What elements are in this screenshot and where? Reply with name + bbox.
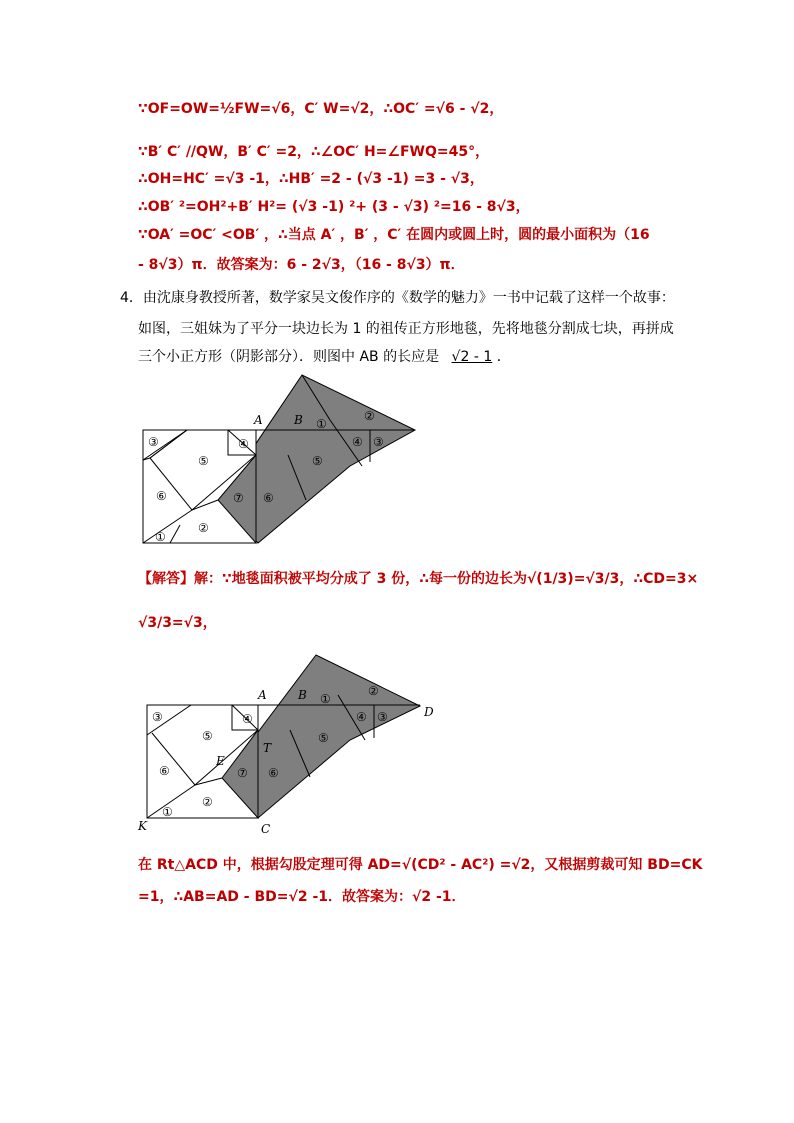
piece-3-label: ③ [148,435,159,449]
answer-tag: 【解答】 [138,571,194,587]
solution-line-5: ∵OA′ =OC′ <OB′ ，∴当点 A′ ，B′ ，C′ 在圆内或圆上时，圆的最小面积为（16 [138,227,650,243]
figure2-label-D: D [424,705,434,719]
figure2-label-B: B [298,688,307,702]
fig2-strip-piece-1: ① [320,692,331,706]
figure1-label-B: B [294,413,303,427]
piece-7-label: ⑦ [233,491,244,505]
fig2-piece-7: ⑦ [237,766,248,780]
fig2-strip-piece-4: ④ [356,710,367,724]
answer4-line-1-text: 解：∵地毯面积被平均分成了 3 份，∴每一份的边长为√(1/3)=√3/3，∴CD=3× [194,571,699,587]
strip-piece-6-label: ⑥ [263,491,274,505]
figure1-label-A: A [254,413,263,427]
problem4-line-2: 如图，三姐妹为了平分一块边长为 1 的祖传正方形地毯，先将地毯分割成七块，再拼成 [138,321,674,337]
figure2-label-K: K [138,819,147,833]
strip-piece-3-label: ③ [373,435,384,449]
piece-4-label: ④ [238,437,249,451]
strip-piece-1-label: ① [316,417,327,431]
solution-line-2: ∵B′ C′ //QW，B′ C′ =2，∴∠OC′ H=∠FWQ=45°， [138,144,490,160]
fig2-strip-piece-3: ③ [377,710,388,724]
answer4-line-2: √3/3=√3， [138,615,217,631]
piece-5-label: ⑤ [198,454,209,468]
figure2-label-E: E [216,754,225,768]
fig2-piece-5: ⑤ [202,729,213,743]
solution-line-1: ∵OF=OW=½FW=√6，C′ W=√2，∴OC′ =√6 - √2， [138,101,504,117]
piece-1-label: ① [155,530,166,544]
problem4-answer-blank: √2 - 1 [451,349,493,365]
fig2-strip-piece-6: ⑥ [268,766,279,780]
carpet-figure-1 [130,370,430,550]
problem4-line-3 [138,348,511,366]
carpet-figure-2 [130,650,440,840]
piece-2-label: ② [198,521,209,535]
solution-line-3: ∴OH=HC′ =√3 -1，∴HB′ =2 - (√3 -1) =3 - √3， [138,171,484,187]
answer4-line-4: =1，∴AB=AD - BD=√2 -1．故答案为：√2 -1． [138,889,466,905]
strip-piece-5-label: ⑤ [312,454,323,468]
problem4-line-1: 4．由沈康身教授所著，数学家吴文俊作序的《数学的魅力》一书中记载了这样一个故事： [120,290,675,306]
problem4-line-3-prefix: 三个小正方形（阴影部分）．则图中 AB 的长应是 [138,349,440,365]
strip-piece-4-label: ④ [352,435,363,449]
figure2-label-C: C [261,822,271,836]
fig2-piece-6: ⑥ [159,764,170,778]
figure2-label-T: T [263,741,272,755]
fig2-strip-piece-2: ② [368,684,379,698]
piece-6-label: ⑥ [156,489,167,503]
fig2-strip-piece-5: ⑤ [318,731,329,745]
fig2-piece-1: ① [162,805,173,819]
figure2-label-A: A [258,688,267,702]
fig2-piece-3: ③ [152,710,163,724]
fig2-piece-2: ② [202,795,213,809]
answer4-line-3: 在 Rt△ACD 中，根据勾股定理可得 AD=√(CD² - AC²) =√2，又根据剪裁可知 BD=CK [138,857,703,873]
answer4-line-1 [138,570,698,588]
solution-line-4: ∴OB′ ²=OH²+B′ H²= (√3 -1) ²+ (3 - √3) ²=16 - 8√3， [138,199,530,215]
strip-piece-2-label: ② [364,409,375,423]
problem4-line-3-suffix: ． [496,349,511,365]
fig2-piece-4: ④ [242,712,253,726]
solution-line-6: - 8√3）π．故答案为：6 - 2√3，（16 - 8√3）π． [138,257,465,273]
